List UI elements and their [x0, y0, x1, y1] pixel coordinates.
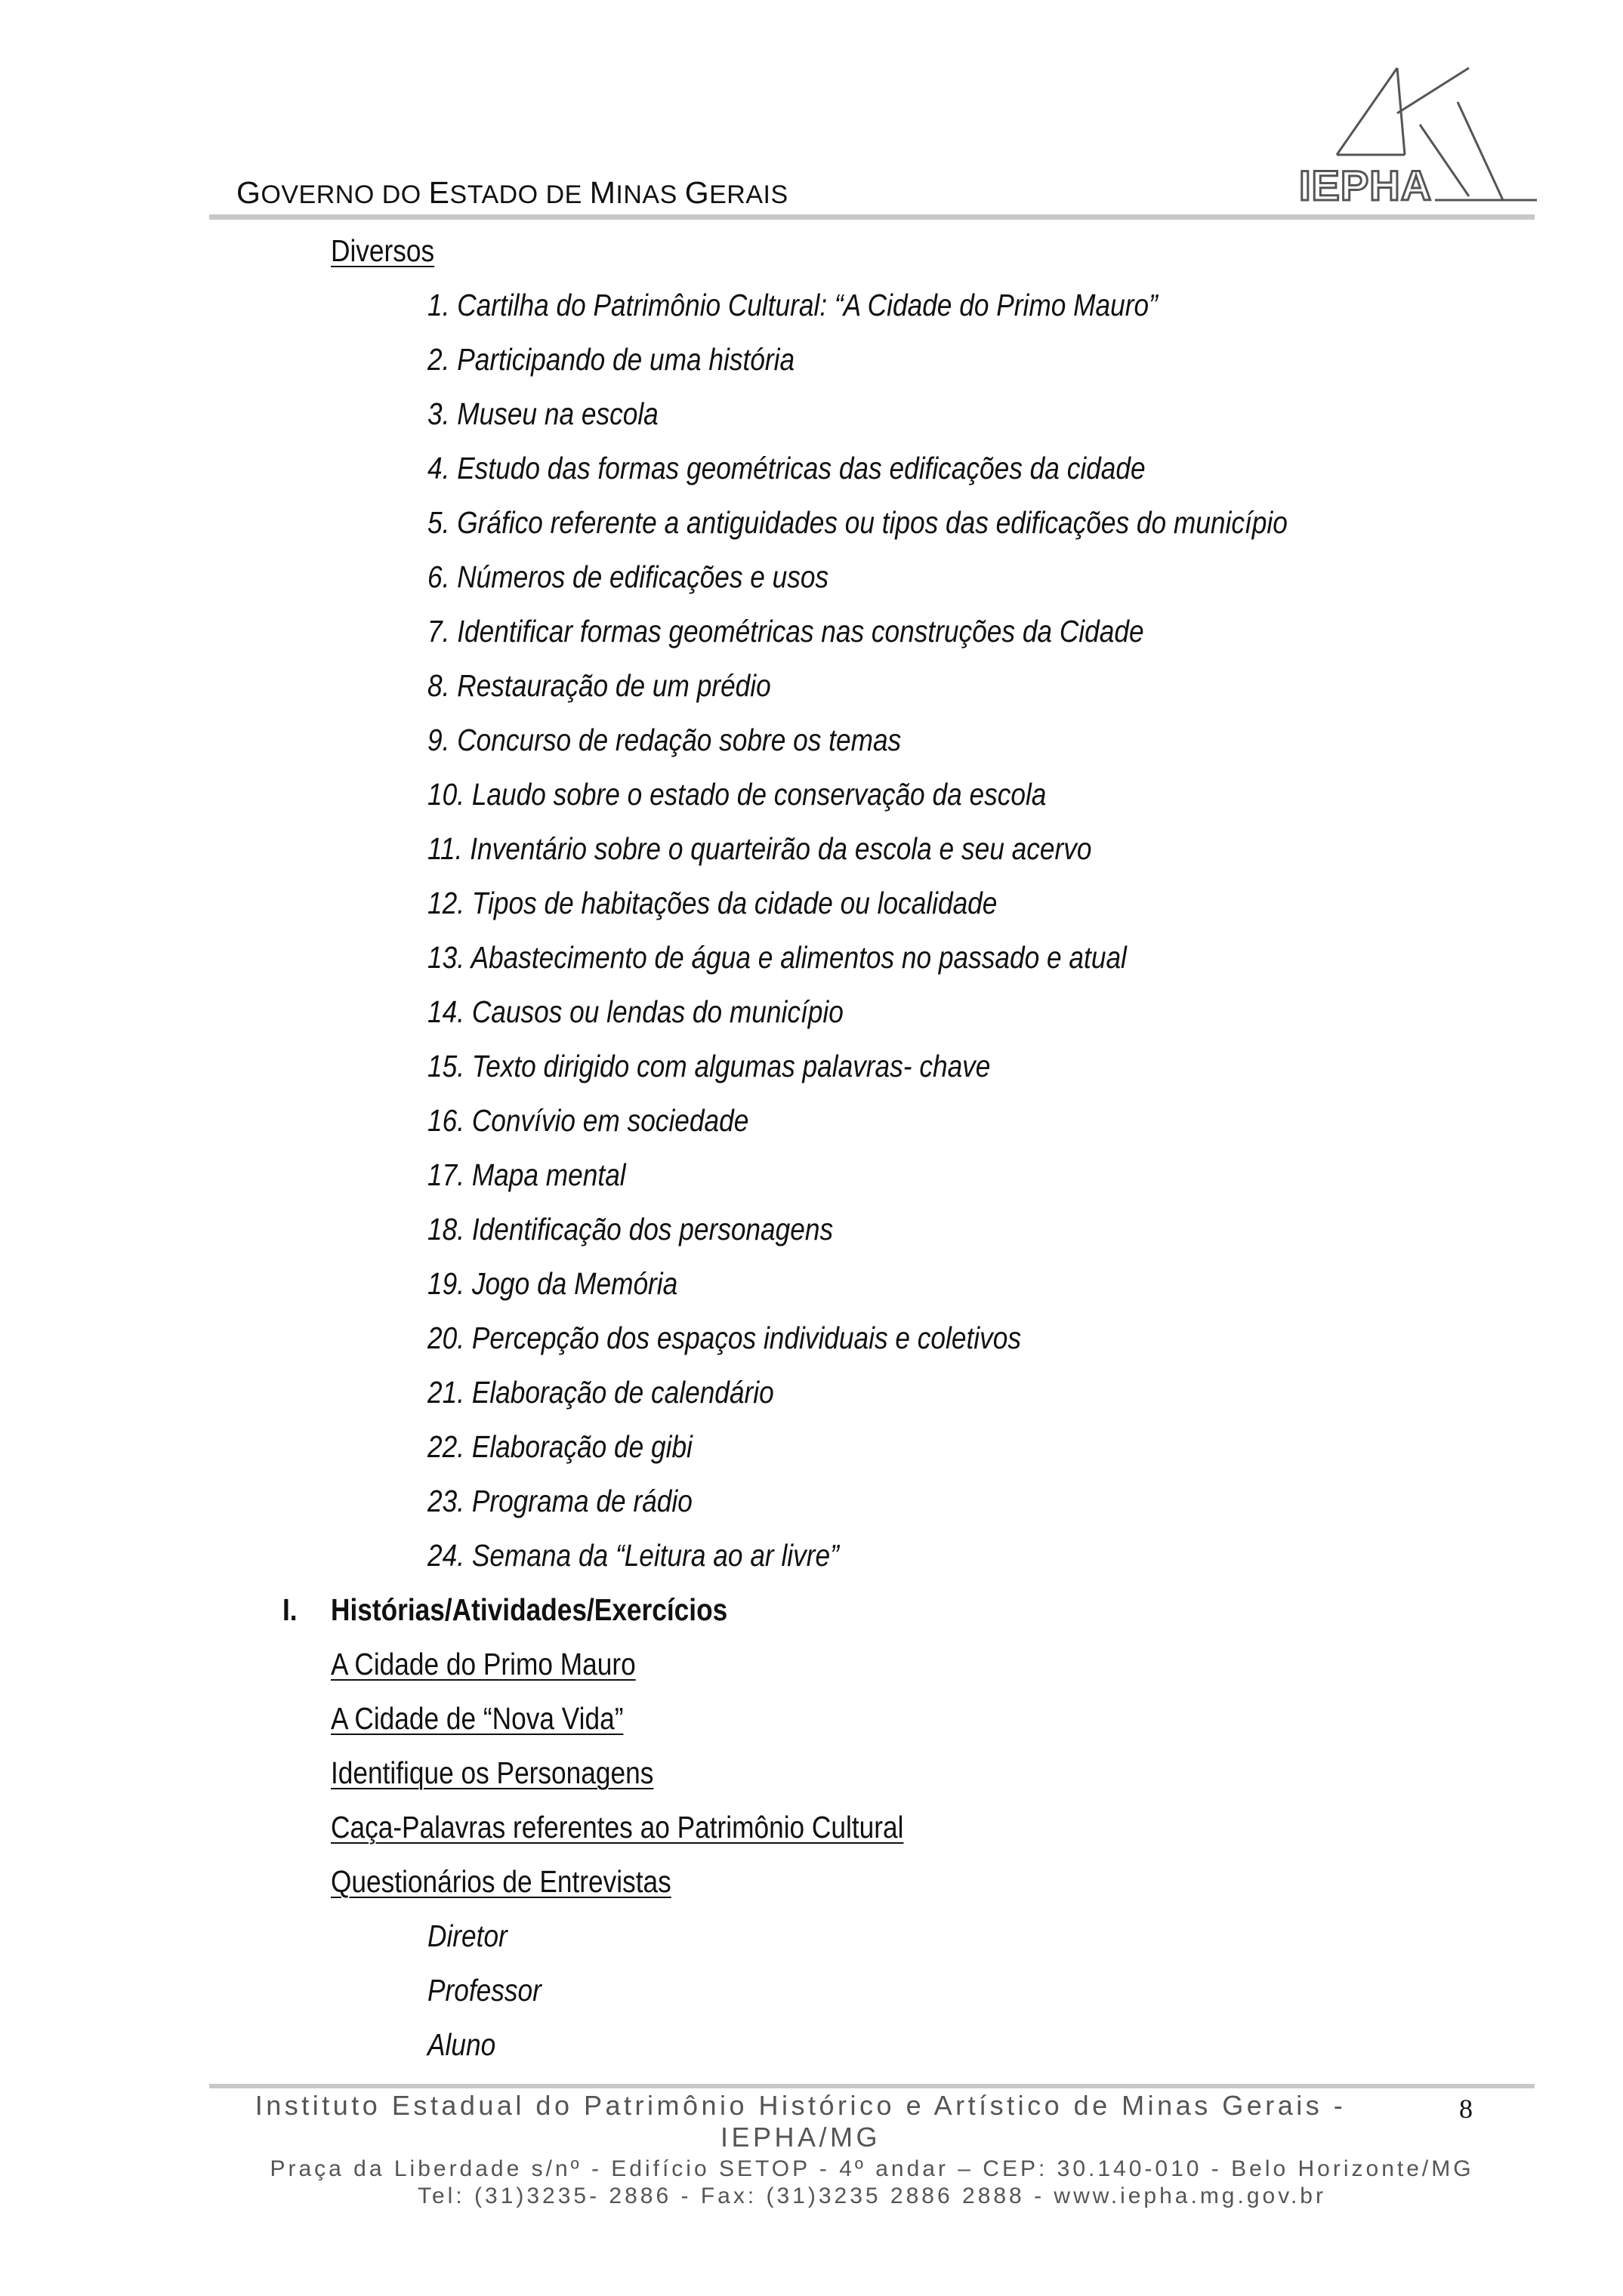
list-item: 11. Inventário sobre o quarteirão da escola e seu acervo: [427, 831, 1092, 866]
list-item: 20. Percepção dos espaços individuais e coletivos: [427, 1321, 1021, 1355]
list-item: Diretor: [427, 1918, 508, 1953]
footer-acronym: IEPHA/MG: [720, 2122, 881, 2153]
subsection-heading: Caça-Palavras referentes ao Patrimônio Cultural: [331, 1810, 904, 1845]
list-item: 10. Laudo sobre o estado de conservação da escola: [427, 777, 1047, 812]
list-item: 16. Convívio em sociedade: [427, 1103, 749, 1138]
list-item: 8. Restauração de um prédio: [427, 668, 771, 703]
list-item: 5. Gráfico referente a antiguidades ou tipos das edificações do município: [427, 505, 1288, 540]
list-item: Professor: [427, 1973, 542, 2008]
list-item: 15. Texto dirigido com algumas palavras- chave: [427, 1049, 991, 1083]
list-item: 2. Participando de uma história: [427, 342, 795, 377]
iepha-logo: [1284, 60, 1541, 211]
list-item: 4. Estudo das formas geométricas das edificações da cidade: [427, 451, 1146, 485]
list-item: 19. Jogo da Memória: [427, 1266, 678, 1301]
subsection-heading: Questionários de Entrevistas: [331, 1864, 671, 1899]
footer-divider: [209, 2084, 1535, 2088]
list-item: 14. Causos ou lendas do município: [427, 994, 844, 1029]
subsection-heading: A Cidade de “Nova Vida”: [331, 1701, 624, 1736]
list-item: 24. Semana da “Leitura ao ar livre”: [427, 1538, 839, 1573]
list-item: 17. Mapa mental: [427, 1157, 626, 1192]
footer-address: Praça da Liberdade s/nº - Edifício SETOP - 4º andar – CEP: 30.140-010 - Belo Horizonte/MG: [270, 2156, 1474, 2181]
list-item: 22. Elaboração de gibi: [427, 1429, 693, 1464]
list-item: 9. Concurso de redação sobre os temas: [427, 723, 902, 757]
list-item: 1. Cartilha do Patrimônio Cultural: “A Cidade do Primo Mauro”: [427, 288, 1158, 322]
page-number: 8: [1459, 2094, 1473, 2124]
list-item: 13. Abastecimento de água e alimentos no passado e atual: [427, 940, 1127, 975]
section-numeral: I.: [282, 1592, 298, 1627]
section-heading-diversos: Diversos: [331, 233, 435, 268]
list-item: 21. Elaboração de calendário: [427, 1375, 774, 1410]
list-item: 23. Programa de rádio: [427, 1484, 693, 1518]
list-item: 12. Tipos de habitações da cidade ou localidade: [427, 886, 998, 920]
list-item: 7. Identificar formas geométricas nas construções da Cidade: [427, 614, 1144, 649]
list-item: 6. Números de edificações e usos: [427, 559, 829, 594]
list-item: Aluno: [427, 2027, 496, 2062]
logo-text: IEPHA: [1299, 162, 1433, 209]
footer-institution: Instituto Estadual do Patrimônio Histórico e Artístico de Minas Gerais -: [255, 2090, 1347, 2121]
subsection-heading: A Cidade do Primo Mauro: [331, 1647, 636, 1681]
footer-contact: Tel: (31)3235- 2886 - Fax: (31)3235 2886 2888 - www.iepha.mg.gov.br: [418, 2184, 1326, 2208]
subsection-heading: Identifique os Personagens: [331, 1755, 654, 1790]
list-item: 18. Identificação dos personagens: [427, 1212, 834, 1247]
header-title: GOVERNO DO ESTADO DE MINAS GERAIS: [236, 175, 788, 210]
header-divider: [209, 214, 1535, 220]
section-title: Histórias/Atividades/Exercícios: [331, 1592, 728, 1627]
list-item: 3. Museu na escola: [427, 396, 659, 431]
